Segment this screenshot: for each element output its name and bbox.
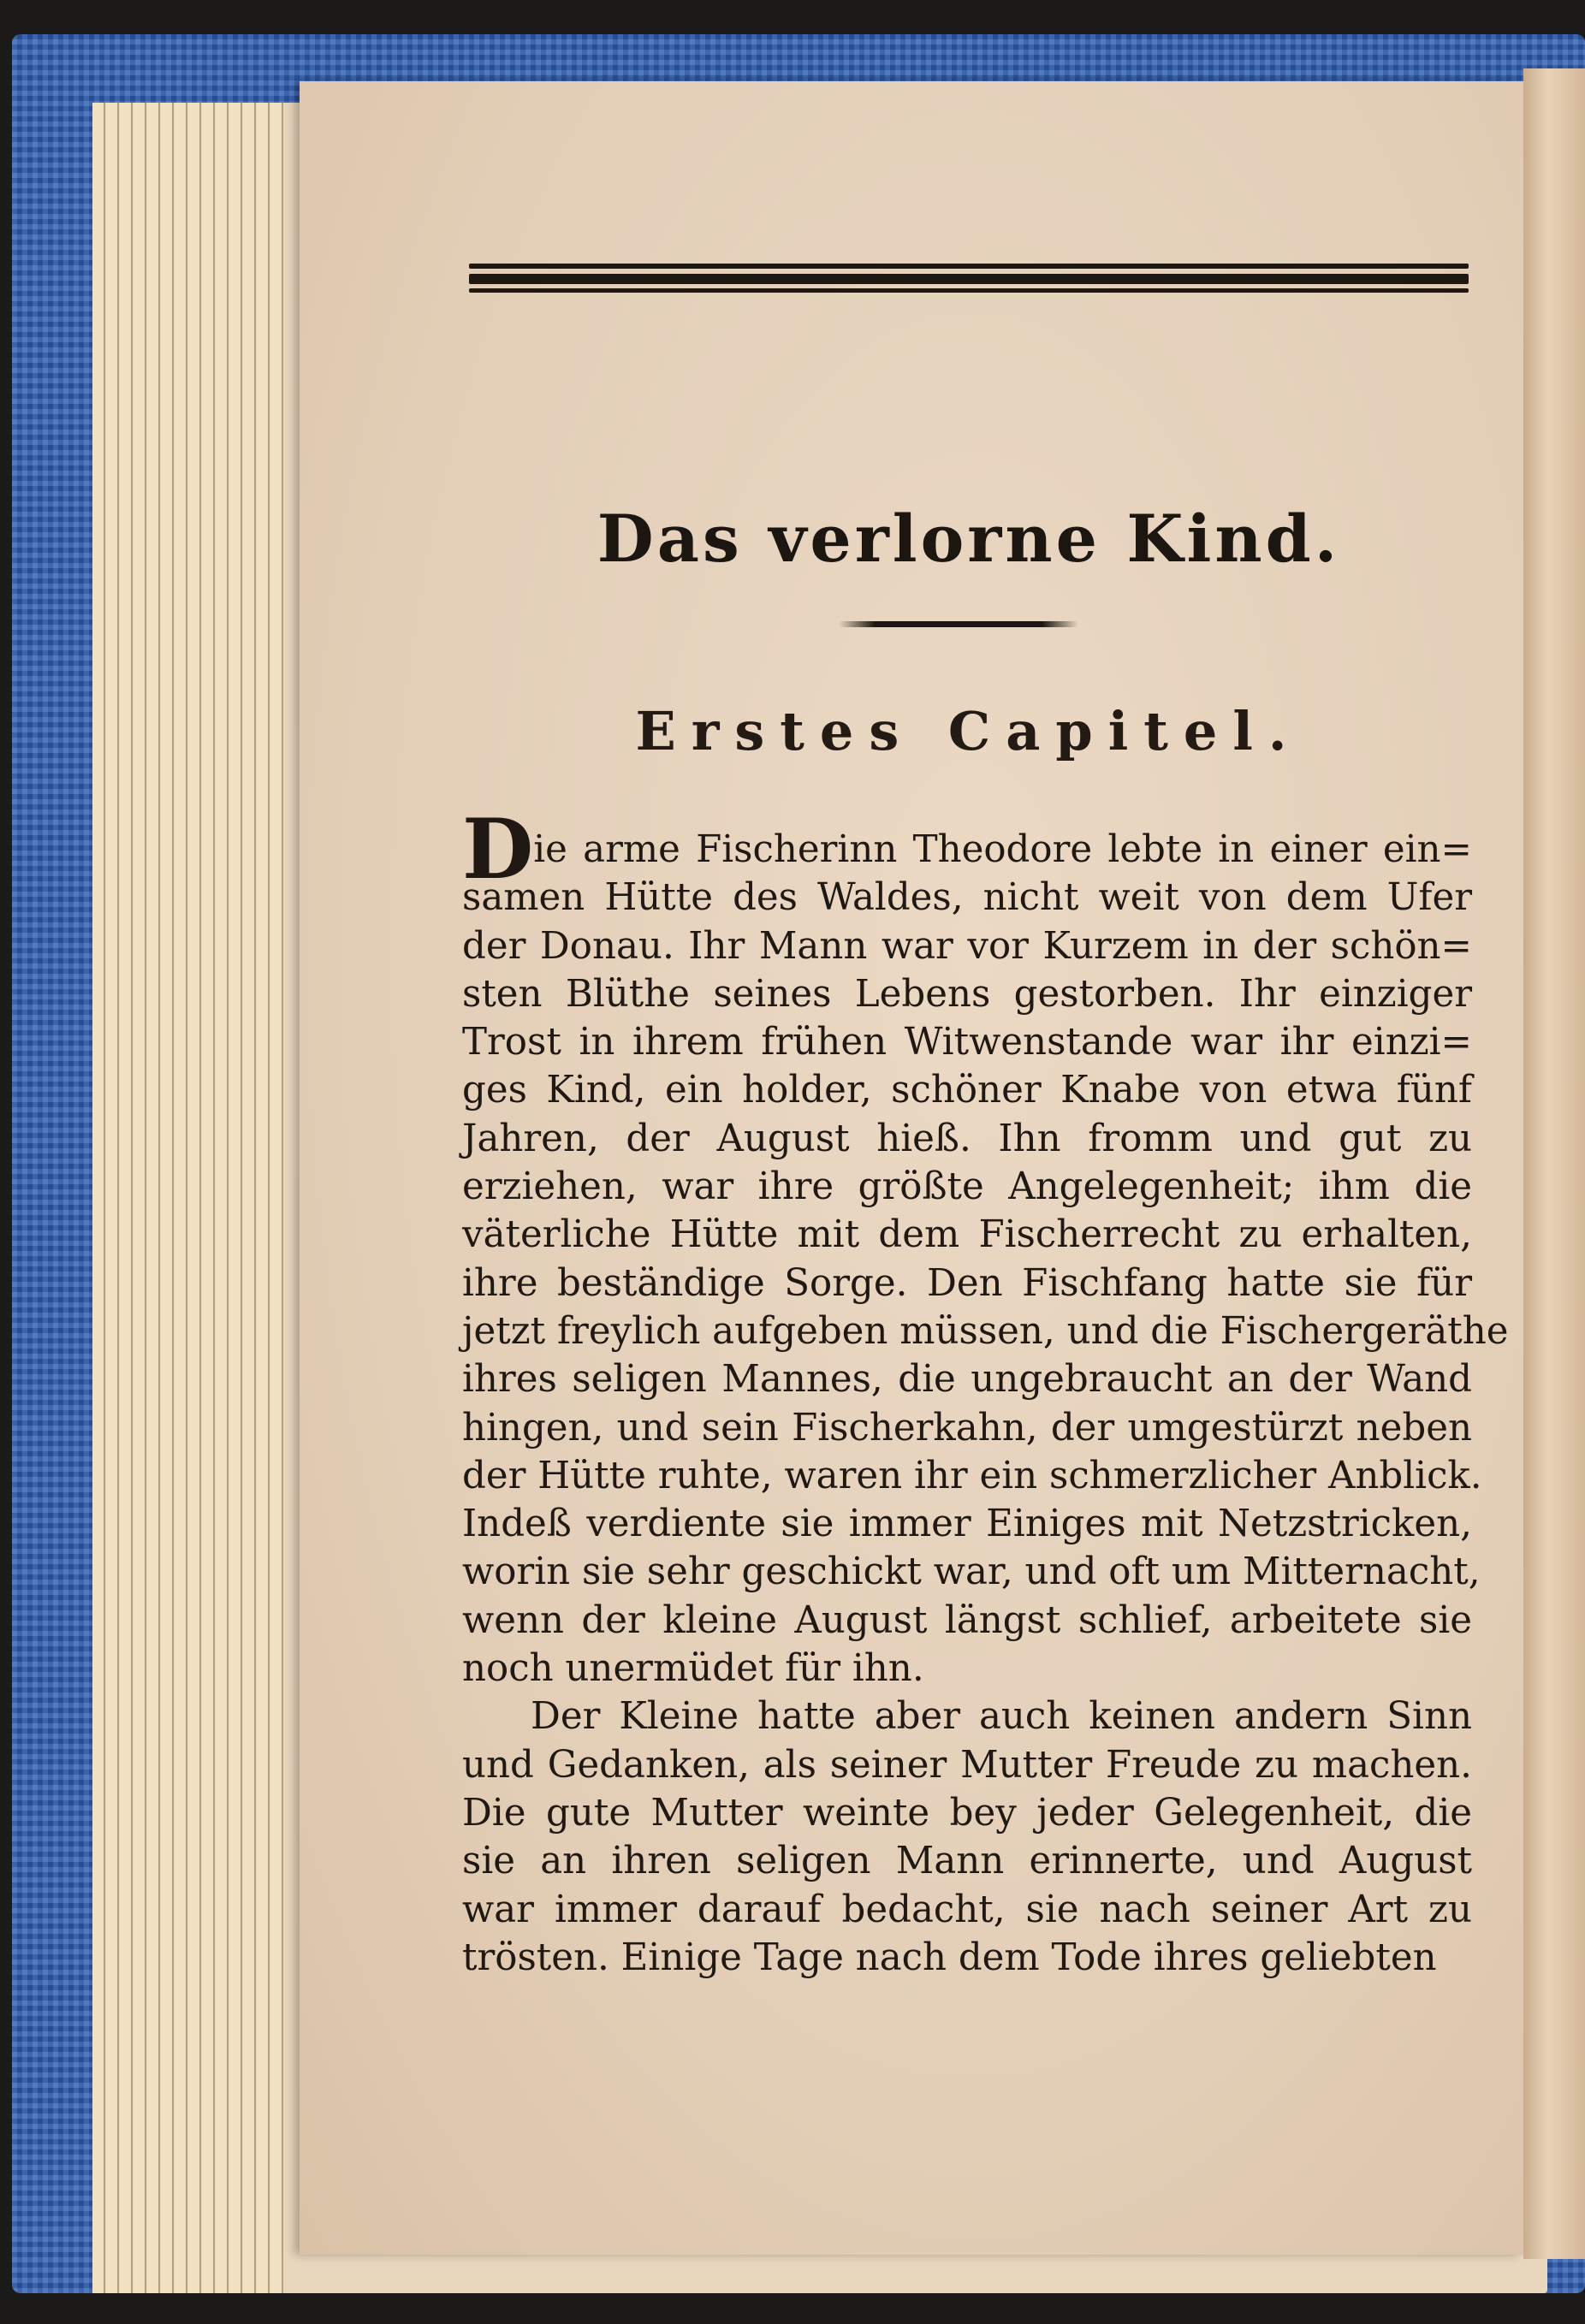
line-text: ges Kind, ein holder, schöner Knabe von etwa fünf (462, 1069, 1472, 1112)
text-line (462, 1837, 1472, 1885)
line-text: jetzt freylich aufgeben müssen, und die Fischergeräthe (462, 1309, 1509, 1353)
text-line (462, 1355, 1472, 1403)
line-text: noch unermüdet für ihn. (462, 1647, 924, 1691)
text-line (462, 1741, 1472, 1789)
page-title: Das verlorne Kind. (597, 501, 1341, 577)
page-edge (257, 103, 270, 2293)
page-edge (270, 103, 283, 2293)
text-line (462, 1693, 1472, 1740)
line-text: sten Blüthe seines Lebens gestorben. Ihr einziger (462, 972, 1472, 1016)
line-text: Indeß verdiente sie immer Einiges mit Netzstricken, (462, 1503, 1472, 1546)
text-line (462, 1500, 1472, 1548)
text-line (462, 922, 1472, 970)
text-line (462, 1307, 1509, 1355)
text-line (462, 1163, 1472, 1211)
page-edge (229, 103, 242, 2293)
text-line (462, 1066, 1472, 1114)
line-text: hingen, und sein Fischerkahn, der umgestürzt neben (462, 1406, 1472, 1450)
header-rule-thin (469, 288, 1469, 293)
text-line (462, 1404, 1472, 1452)
text-line (462, 1548, 1481, 1596)
drop-cap: D (462, 801, 534, 898)
text-line (462, 1260, 1472, 1307)
text-line (462, 1211, 1472, 1259)
page-edge (161, 103, 174, 2293)
line-text: sie an ihren seligen Mann erinnerte, und August (462, 1840, 1472, 1883)
line-text: ie arme Fischerinn Theodore lebte in einer ein= (533, 828, 1472, 871)
text-line (462, 1597, 1472, 1645)
line-text: Trost in ihrem frühen Witwenstande war ihr einzi= (462, 1021, 1472, 1064)
line-text: erziehen, war ihre größte Angelegenheit; ihm die (462, 1165, 1472, 1209)
body-text (462, 801, 1509, 1982)
line-text: worin sie sehr geschickt war, und oft um Mitternacht, (462, 1550, 1481, 1594)
book-gutter (1523, 68, 1585, 2259)
page-edge (106, 103, 119, 2293)
page-edge (216, 103, 229, 2293)
text-line (462, 1789, 1472, 1837)
text-line (462, 1115, 1472, 1163)
line-text: und Gedanken, als seiner Mutter Freude zu machen. (462, 1743, 1472, 1787)
text-line (462, 1886, 1472, 1934)
line-text: väterliche Hütte mit dem Fischerrecht zu erhalten, (462, 1213, 1472, 1257)
line-text: ihre beständige Sorge. Den Fischfang hatte sie für (462, 1261, 1472, 1305)
text-line (462, 1645, 1472, 1693)
page-edge (120, 103, 133, 2293)
header-rule-thin (469, 264, 1469, 269)
chapter-heading: Erstes Capitel. (635, 700, 1303, 762)
page-edge (188, 103, 201, 2293)
line-text: ihres seligen Mannes, die ungebraucht an der Wand (462, 1358, 1472, 1402)
line-text: Jahren, der August hieß. Ihn fromm und gut zu (462, 1117, 1472, 1160)
page-edge (175, 103, 187, 2293)
page-edge (92, 103, 105, 2293)
line-text: trösten. Einige Tage nach dem Tode ihres geliebten (462, 1936, 1437, 1979)
page-edge (202, 103, 215, 2293)
page-edge (147, 103, 160, 2293)
line-text: wenn der kleine August längst schlief, arbeitete sie (462, 1598, 1472, 1642)
paragraph (462, 801, 1509, 1693)
line-text: samen Hütte des Waldes, nicht weit von dem Ufer (462, 876, 1472, 920)
text-line (462, 1934, 1472, 1982)
page-edge (243, 103, 256, 2293)
line-text: Der Kleine hatte aber auch keinen andern Sinn (531, 1695, 1472, 1739)
line-text: der Hütte ruhte, waren ihr ein schmerzlicher Anblick. (462, 1454, 1482, 1497)
line-text: der Donau. Ihr Mann war vor Kurzem in der schön= (462, 924, 1472, 968)
text-line (462, 874, 1472, 922)
text-line (462, 1018, 1472, 1066)
text-line (462, 1452, 1482, 1500)
line-text: war immer darauf bedacht, sie nach seiner Art zu (462, 1888, 1472, 1931)
text-line (462, 970, 1472, 1018)
header-rule-thick (469, 274, 1469, 284)
header-rule (469, 262, 1469, 296)
paragraph (462, 1693, 1472, 1982)
title-divider (839, 621, 1078, 627)
page-edge (134, 103, 146, 2293)
line-text: Die gute Mutter weinte bey jeder Gelegenheit, die (462, 1791, 1472, 1835)
